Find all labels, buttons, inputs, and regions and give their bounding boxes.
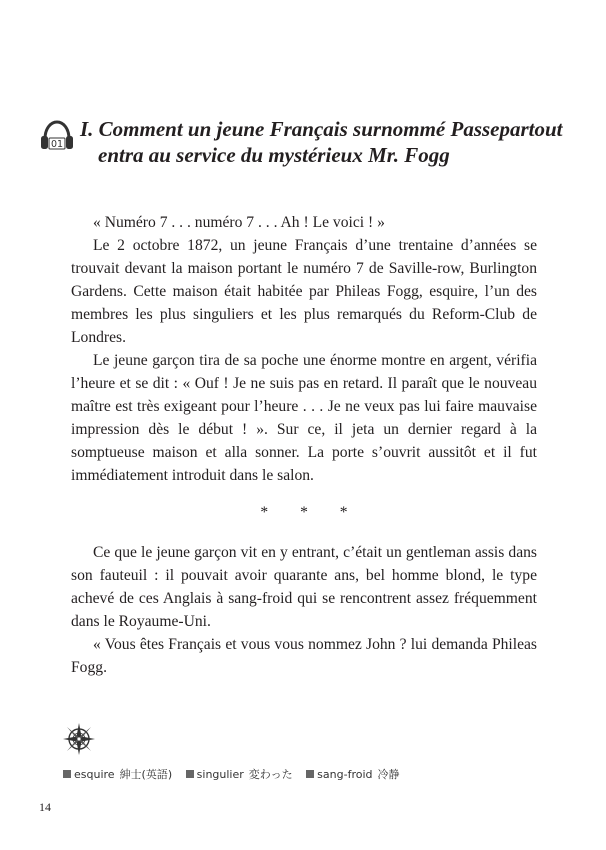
paragraph: Le 2 octobre 1872, un jeune Français d’une trentaine d’années se trouvait devant la maison portant le numéro 7 de Saville-row, Burlington Gardens. Cette maison était habitée par Phileas Fogg, esquire, l’un des membres les plus singuliers et les plus remarqués du Reform-Club de Londres.: [71, 237, 537, 346]
square-bullet-icon: [306, 770, 314, 778]
headphones-icon: [40, 120, 74, 150]
paragraph: « Vous êtes Français et vous vous nommez John ? lui demanda Phileas Fogg.: [71, 636, 537, 676]
track-number: 01: [50, 139, 64, 150]
chapter-title: [80, 116, 570, 168]
paragraph: Le jeune garçon tira de sa poche une énorme montre en argent, vérifia l’heure et se dit : « Ouf ! Je ne suis pas en retard. Il paraît que le nouveau maître est très exigeant pour l’heure . . . Je ne veux pas lui faire mauvaise impression dès le début ! ». Sur ce, il jeta un dernier regard à la somptueuse maison et alla sonner. La porte s’ouvrit aussitôt et il fut immédiatement introduit dans le salon.: [71, 352, 537, 484]
chapter-title-line-1: I. Comment un jeune Français surnommé Passepartout: [80, 117, 563, 141]
footnote-meaning: 紳士(英語): [119, 768, 173, 781]
footnote-item: [186, 768, 297, 781]
footnote-term: esquire: [74, 768, 115, 781]
footnote-meaning: 変わった: [248, 768, 293, 781]
footnote-item: [63, 768, 176, 781]
footnote-item: [306, 768, 399, 781]
chapter-title-line-2: entra au service du mystérieux Mr. Fogg: [98, 143, 450, 167]
footnotes: [63, 766, 410, 782]
compass-rose-icon: [62, 722, 96, 756]
page-number: 14: [39, 800, 51, 814]
paragraph: Ce que le jeune garçon vit en y entrant, c’était un gentleman assis dans son fauteuil : il pouvait avoir quarante ans, bel homme blond, le type achevé de ces Anglais à sang-froid qui se rencontrent assez fréquemment dans le Royaume-Uni.: [71, 544, 537, 630]
body-text: [71, 211, 537, 679]
section-separator: * * *: [260, 504, 362, 521]
footnote-term: sang-froid: [317, 768, 373, 781]
square-bullet-icon: [63, 770, 71, 778]
paragraph: « Numéro 7 . . . numéro 7 . . . Ah ! Le voici ! »: [93, 214, 385, 231]
square-bullet-icon: [186, 770, 194, 778]
footnote-meaning: 冷静: [377, 768, 400, 781]
footnote-term: singulier: [196, 768, 244, 781]
